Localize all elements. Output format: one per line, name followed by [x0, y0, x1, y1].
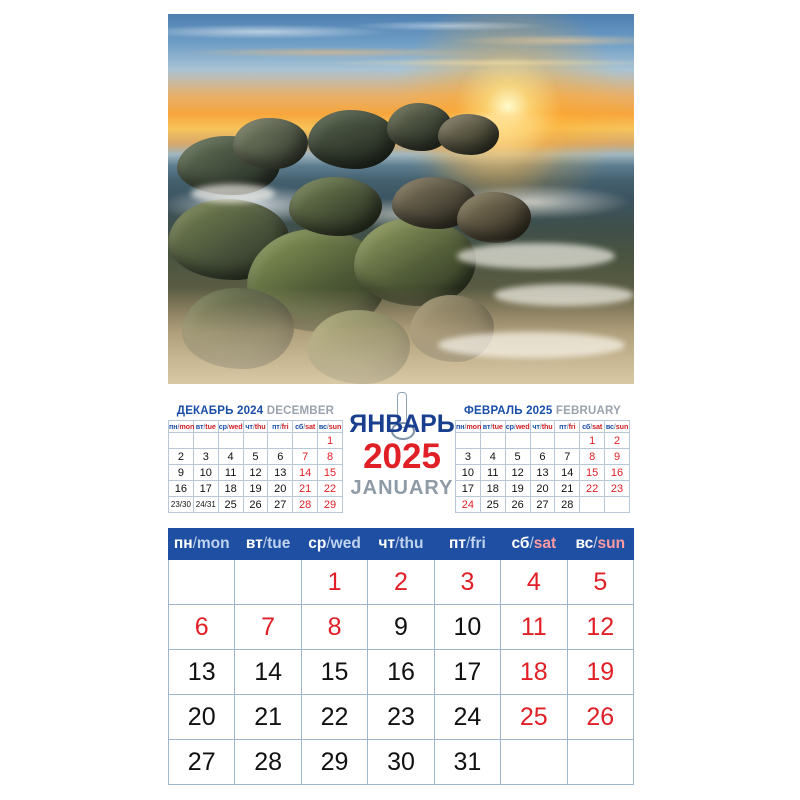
mini-weekday-fri: пт/fri — [555, 421, 580, 433]
mini-week-row — [169, 465, 343, 481]
mini-body-february — [456, 433, 630, 513]
mini-day-cell: 10 — [456, 465, 481, 481]
mini-weekday-thu: чт/thu — [530, 421, 555, 433]
mini-day-cell: 9 — [169, 465, 194, 481]
mini-day-cell: 27 — [268, 497, 293, 513]
mini-day-cell: 7 — [293, 449, 318, 465]
mini-day-cell-empty — [456, 433, 481, 449]
mini-title-en: DECEMBER — [266, 405, 335, 417]
main-week-row — [169, 650, 634, 695]
main-weekday-sat: сб/sat — [501, 529, 567, 560]
mini-calendar-december — [168, 405, 343, 513]
mini-day-cell: 22 — [580, 481, 605, 497]
main-day-cell: 17 — [434, 650, 500, 695]
main-day-cell: 14 — [235, 650, 301, 695]
mini-day-cell: 17 — [193, 481, 218, 497]
mini-week-row — [456, 433, 630, 449]
mini-day-cell: 2 — [605, 433, 630, 449]
mini-day-cell: 18 — [218, 481, 243, 497]
mini-weekday-sun: вс/sun — [318, 422, 342, 431]
mini-day-cell: 6 — [268, 449, 293, 465]
main-day-cell: 2 — [368, 560, 434, 605]
mini-day-cell: 15 — [580, 465, 605, 481]
mini-day-cell: 8 — [580, 449, 605, 465]
main-weekday-thu: чт/thu — [368, 529, 434, 560]
mini-day-cell-empty — [169, 433, 194, 449]
mini-day-cell-empty — [605, 497, 630, 513]
mini-day-cell: 23 — [605, 481, 630, 497]
mini-day-cell: 2 — [169, 449, 194, 465]
mini-weekday-wed: ср/wed — [218, 422, 243, 431]
main-day-cell: 1 — [301, 560, 367, 605]
main-weekday-row — [169, 529, 634, 560]
main-day-cell: 10 — [434, 605, 500, 650]
mini-day-cell: 18 — [480, 481, 505, 497]
photo-rock — [457, 192, 532, 244]
photo-foam — [191, 184, 275, 203]
mini-day-cell-empty — [530, 433, 555, 449]
mini-day-cell: 3 — [193, 449, 218, 465]
mini-day-cell: 12 — [505, 465, 530, 481]
main-day-cell: 29 — [301, 740, 367, 785]
main-day-cell: 27 — [169, 740, 235, 785]
main-day-cell: 19 — [567, 650, 633, 695]
mini-day-cell-empty — [555, 433, 580, 449]
current-year: 2025 — [363, 437, 441, 476]
mini-weekday-tue: вт/tue — [480, 421, 505, 433]
mini-weekday-sun: вс/sun — [605, 422, 629, 431]
mini-title-en: FEBRUARY — [555, 405, 621, 417]
mini-day-cell: 12 — [243, 465, 268, 481]
mini-day-cell: 28 — [555, 497, 580, 513]
mini-weekday-mon: пн/mon — [456, 422, 482, 431]
mini-day-cell: 15 — [318, 465, 343, 481]
main-day-cell: 28 — [235, 740, 301, 785]
mini-day-cell-empty — [218, 433, 243, 449]
main-day-cell: 8 — [301, 605, 367, 650]
mini-day-cell-empty — [580, 497, 605, 513]
main-week-row — [169, 560, 634, 605]
main-day-cell-empty — [501, 740, 567, 785]
mini-day-cell: 22 — [318, 481, 343, 497]
mini-day-cell: 24 — [456, 497, 481, 513]
main-day-cell-empty — [169, 560, 235, 605]
mini-week-row — [169, 449, 343, 465]
mini-day-cell-empty — [193, 433, 218, 449]
mini-day-cell: 8 — [318, 449, 343, 465]
mini-title-ru: ФЕВРАЛЬ 2025 — [464, 405, 553, 417]
main-day-cell: 4 — [501, 560, 567, 605]
mini-day-cell: 4 — [480, 449, 505, 465]
mini-calendar-december-title — [168, 405, 343, 417]
mini-day-cell: 29 — [318, 497, 343, 513]
mini-day-cell-empty — [268, 433, 293, 449]
mini-day-cell: 23/30 — [169, 497, 194, 513]
main-weekday-tue: вт/tue — [235, 529, 301, 560]
photo-rock — [289, 177, 382, 236]
mini-day-cell: 1 — [580, 433, 605, 449]
main-day-cell: 6 — [169, 605, 235, 650]
mini-day-cell: 11 — [480, 465, 505, 481]
mini-day-cell: 26 — [505, 497, 530, 513]
mini-week-row — [456, 449, 630, 465]
mini-day-cell: 24/31 — [193, 497, 218, 513]
mini-day-cell: 20 — [530, 481, 555, 497]
main-weekday-wed: ср/wed — [301, 529, 367, 560]
main-day-cell: 13 — [169, 650, 235, 695]
mini-day-cell: 19 — [505, 481, 530, 497]
main-day-cell: 11 — [501, 605, 567, 650]
main-day-cell-empty — [567, 740, 633, 785]
mini-week-row — [169, 481, 343, 497]
photo-rock — [233, 118, 308, 170]
mini-weekday-thu: чт/thu — [243, 421, 268, 433]
main-day-cell: 18 — [501, 650, 567, 695]
mini-weekday-mon: пн/mon — [169, 422, 195, 431]
main-week-row — [169, 740, 634, 785]
mini-weekday-tue: вт/tue — [193, 421, 218, 433]
mini-day-cell: 20 — [268, 481, 293, 497]
main-day-cell-empty — [235, 560, 301, 605]
mini-body-december — [169, 433, 343, 513]
mini-day-cell: 3 — [456, 449, 481, 465]
main-day-cell: 7 — [235, 605, 301, 650]
mini-weekday-wed: ср/wed — [505, 422, 530, 431]
main-week-row — [169, 695, 634, 740]
mini-day-cell-empty — [243, 433, 268, 449]
mini-weekday-sat: сб/sat — [293, 421, 318, 433]
mini-day-cell: 17 — [456, 481, 481, 497]
main-weekday-mon: пн/mon — [169, 529, 235, 560]
mini-day-cell: 16 — [605, 465, 630, 481]
mini-day-cell-empty — [293, 433, 318, 449]
mini-day-cell: 6 — [530, 449, 555, 465]
mini-weekday-row — [456, 421, 630, 433]
main-day-cell: 22 — [301, 695, 367, 740]
mini-day-cell: 9 — [605, 449, 630, 465]
main-day-cell: 5 — [567, 560, 633, 605]
mini-day-cell: 25 — [480, 497, 505, 513]
mini-day-cell: 13 — [530, 465, 555, 481]
main-day-cell: 23 — [368, 695, 434, 740]
main-day-cell: 25 — [501, 695, 567, 740]
main-day-cell: 24 — [434, 695, 500, 740]
current-month-name-en: JANUARY — [350, 476, 454, 499]
mini-day-cell: 11 — [218, 465, 243, 481]
main-calendar-grid — [168, 528, 634, 785]
mini-day-cell: 5 — [505, 449, 530, 465]
mini-title-ru: ДЕКАБРЬ 2024 — [176, 405, 264, 417]
main-grid-body — [169, 560, 634, 785]
mini-week-row — [169, 433, 343, 449]
mini-grid-december — [168, 420, 343, 513]
main-day-cell: 9 — [368, 605, 434, 650]
mini-day-cell-empty — [480, 433, 505, 449]
photo-foam — [438, 332, 624, 358]
main-day-cell: 30 — [368, 740, 434, 785]
mini-day-cell: 10 — [193, 465, 218, 481]
mini-day-cell: 4 — [218, 449, 243, 465]
mini-day-cell: 7 — [555, 449, 580, 465]
mini-day-cell: 16 — [169, 481, 194, 497]
mini-day-cell: 25 — [218, 497, 243, 513]
mini-week-row — [456, 465, 630, 481]
main-day-cell: 12 — [567, 605, 633, 650]
mini-day-cell: 28 — [293, 497, 318, 513]
main-day-cell: 31 — [434, 740, 500, 785]
mini-day-cell: 21 — [555, 481, 580, 497]
main-day-cell: 26 — [567, 695, 633, 740]
mini-day-cell: 21 — [293, 481, 318, 497]
mini-week-row — [456, 497, 630, 513]
main-day-cell: 20 — [169, 695, 235, 740]
mini-day-cell-empty — [505, 433, 530, 449]
mini-calendar-february-title — [455, 405, 630, 417]
mini-weekday-fri: пт/fri — [268, 421, 293, 433]
mini-weekday-row — [169, 421, 343, 433]
main-day-cell: 16 — [368, 650, 434, 695]
mini-day-cell: 14 — [555, 465, 580, 481]
main-weekday-fri: пт/fri — [434, 529, 500, 560]
sunset-rocky-coast-photo — [168, 14, 634, 384]
mini-grid-february — [455, 420, 630, 513]
main-day-cell: 15 — [301, 650, 367, 695]
main-weekday-sun: вс/sun — [567, 529, 633, 560]
mini-day-cell: 27 — [530, 497, 555, 513]
mini-day-cell: 26 — [243, 497, 268, 513]
mini-day-cell: 5 — [243, 449, 268, 465]
mini-calendar-february — [455, 405, 630, 513]
mini-weekday-sat: сб/sat — [580, 421, 605, 433]
photo-rock — [438, 114, 499, 155]
main-day-cell: 21 — [235, 695, 301, 740]
mini-day-cell: 14 — [293, 465, 318, 481]
mini-week-row — [456, 481, 630, 497]
mini-day-cell: 1 — [318, 433, 343, 449]
main-week-row — [169, 605, 634, 650]
photo-rock — [308, 110, 397, 169]
mini-day-cell: 13 — [268, 465, 293, 481]
current-month-name-ru: ЯНВАРЬ — [349, 410, 455, 438]
current-month-title — [343, 412, 461, 500]
main-day-cell: 3 — [434, 560, 500, 605]
mini-day-cell: 19 — [243, 481, 268, 497]
mini-week-row — [169, 497, 343, 513]
